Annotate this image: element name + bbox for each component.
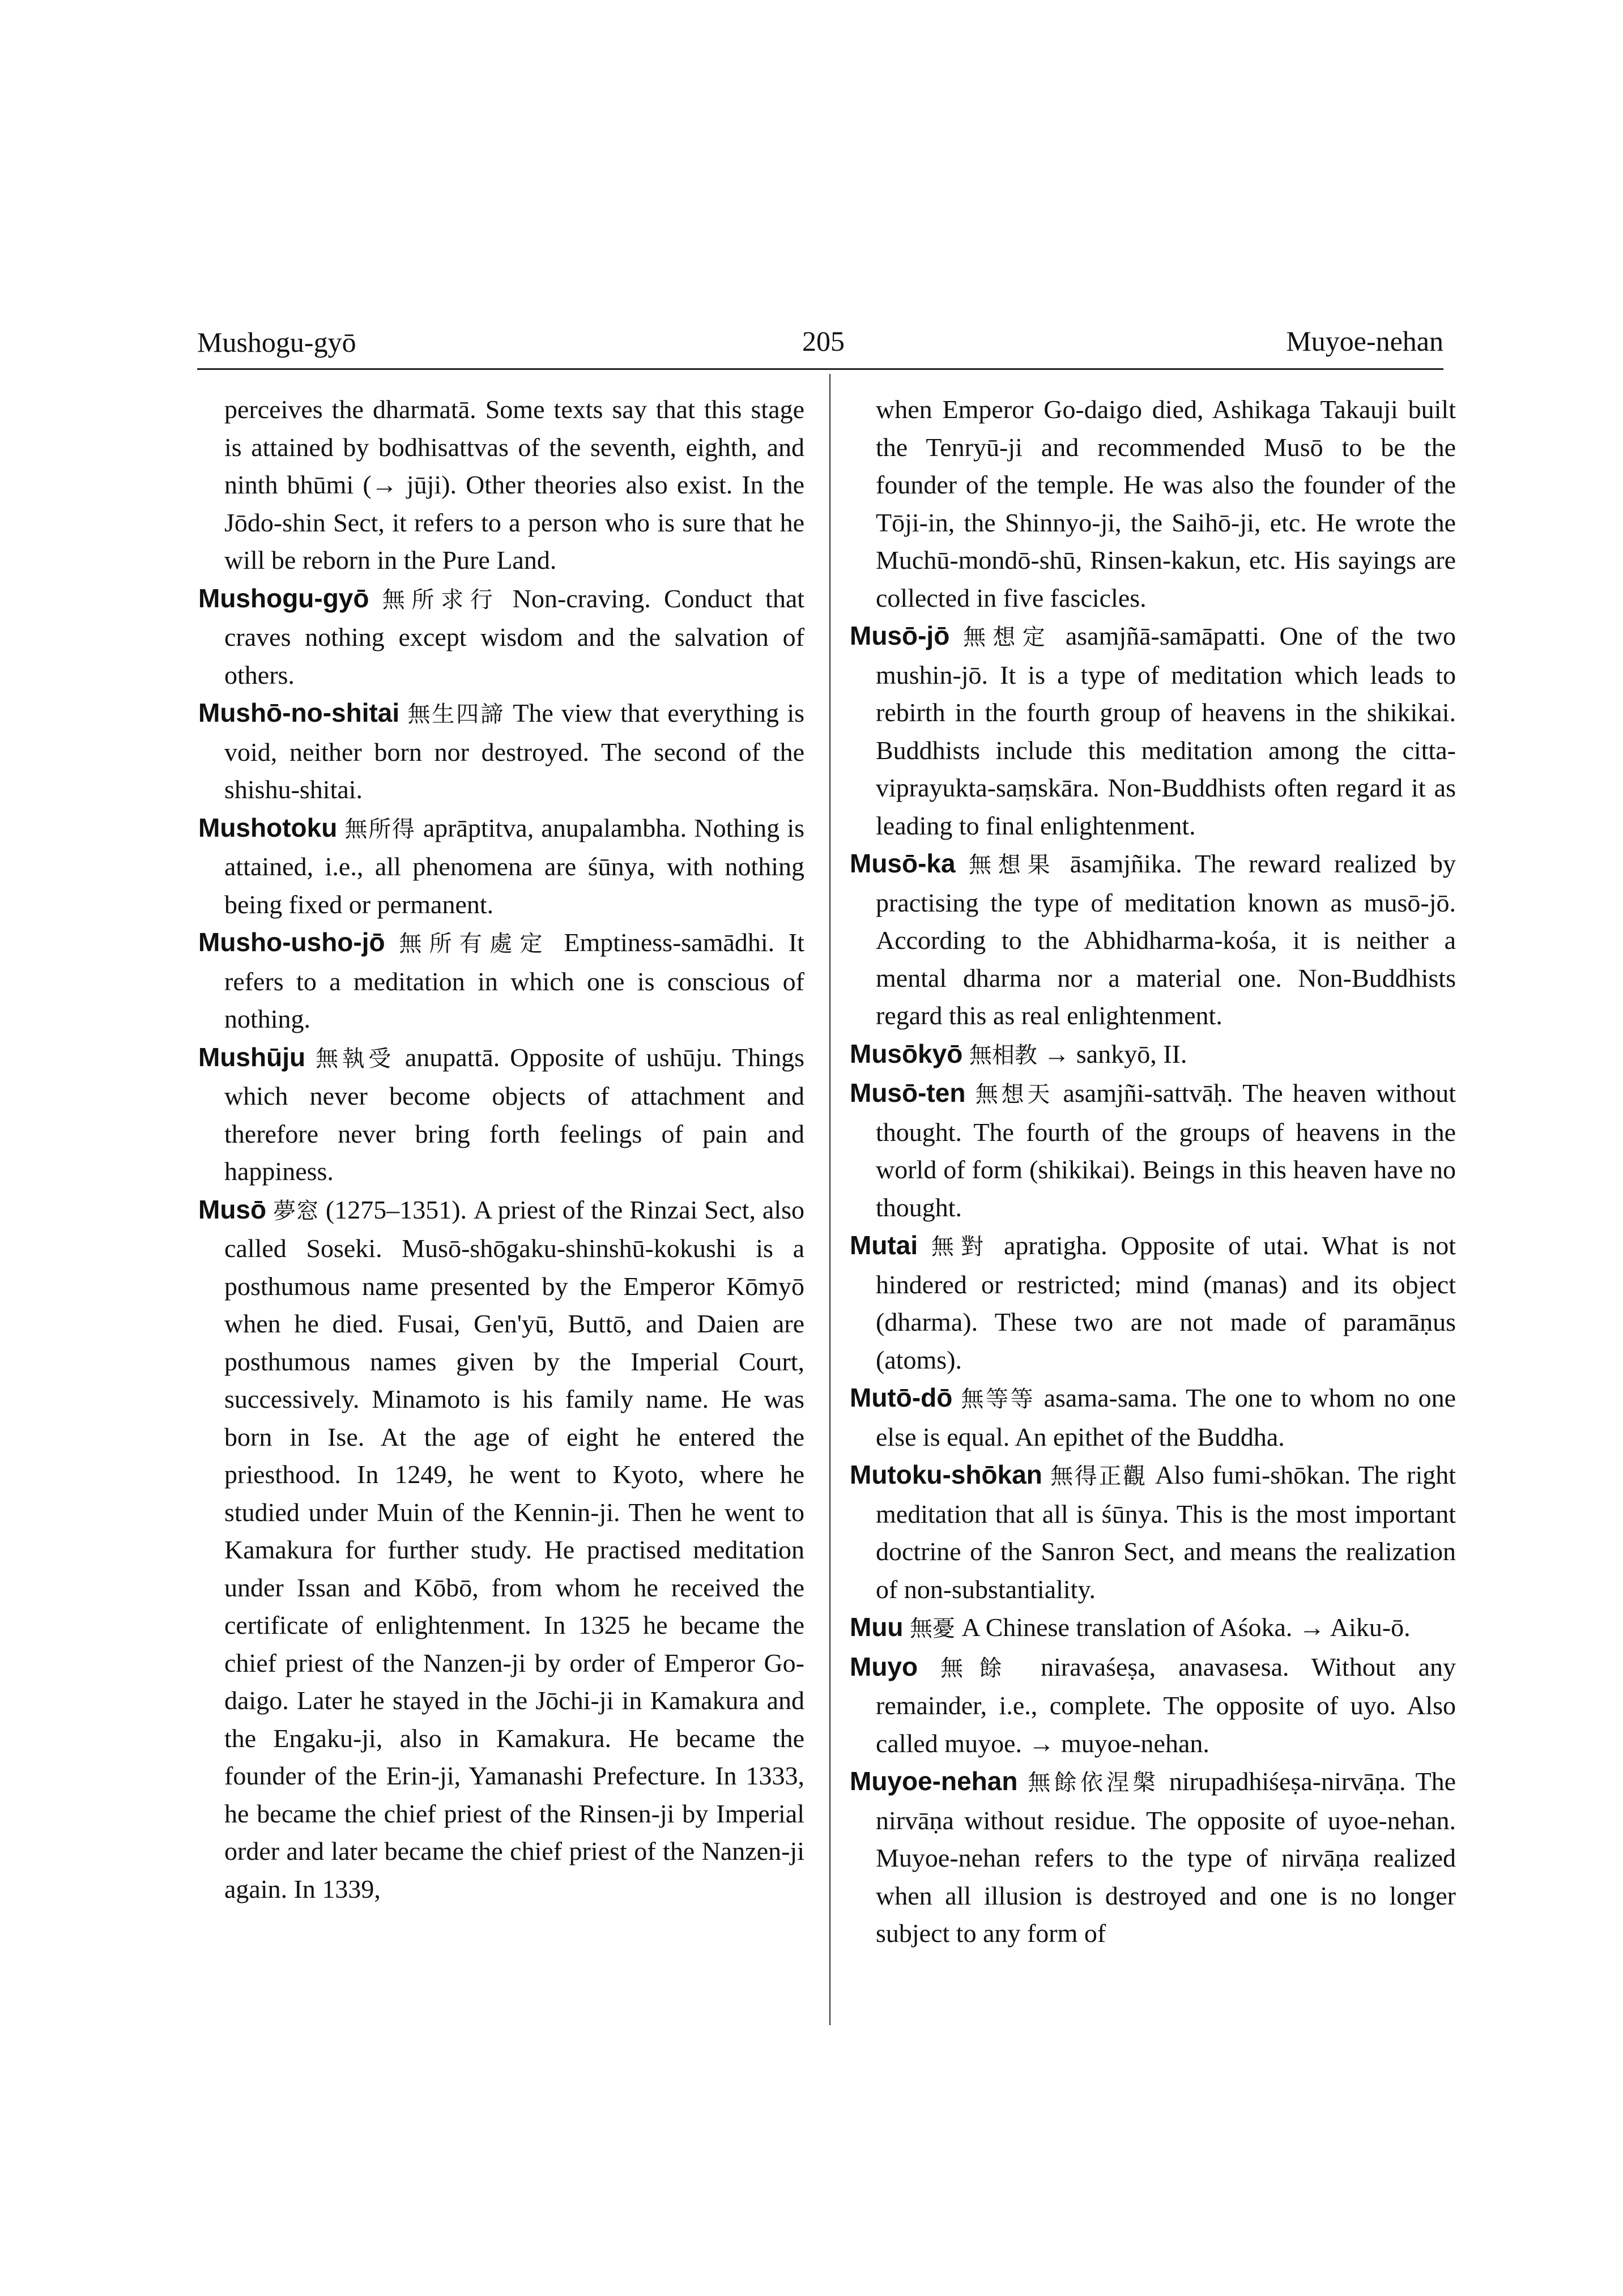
kanji: 無所求行: [382, 586, 500, 613]
headword: Muyo: [850, 1651, 918, 1681]
definition: apratigha. Opposite of utai. What is not hindered or restricted; mind (manas) and its object (dharma). These two are not made of paramāṇus (atoms).: [876, 1231, 1456, 1374]
kanji: 無所得: [344, 816, 416, 842]
kanji: 無想果: [968, 852, 1057, 878]
kanji: 無得正觀: [1050, 1463, 1147, 1489]
kanji: 無執受: [316, 1045, 395, 1072]
definition: → sankyō, II.: [1043, 1039, 1187, 1068]
kanji: 無對: [931, 1234, 991, 1260]
entry-mutoku-shokan: [850, 1456, 1456, 1608]
definition: A Chinese translation of Aśoka. → Aiku-ō.: [961, 1613, 1411, 1642]
entry-muyo: [850, 1648, 1456, 1763]
entry-mushotoku: [198, 809, 804, 924]
definition: asama-sama. The one to whom no one else is equal. An epithet of the Buddha.: [876, 1383, 1456, 1451]
headword: Mushūju: [198, 1042, 306, 1072]
kanji: 無想定: [963, 624, 1053, 650]
headword: Musōkyō: [850, 1038, 963, 1068]
headword: Muu: [850, 1612, 904, 1642]
definition: nirupadhiśeṣa-nirvāṇa. The nirvāṇa without residue. The opposite of uyoe-nehan. Muyoe-nehan refers to the type of nirvāṇa realized when all illusion is destroyed and one is no longer subject to any form of: [876, 1767, 1456, 1948]
kanji: 無相教: [969, 1042, 1037, 1068]
headword: Musō: [198, 1194, 267, 1224]
definition: aprāptitva, anupalambha. Nothing is attained, i.e., all phenomena are śūnya, with nothing being fixed or permanent.: [224, 813, 805, 919]
headword: Musho-usho-jō: [198, 927, 385, 957]
definition: niravaśeṣa, anavasesa. Without any remainder, i.e., complete. The opposite of uyo. Also called muyoe. → muyoe-nehan.: [876, 1652, 1456, 1758]
entry-musho-no-shitai: [198, 694, 804, 809]
definition: The view that everything is void, neither born nor destroyed. The second of the shishu-shitai.: [224, 698, 805, 804]
entry-mutai: [850, 1226, 1456, 1379]
entry-musho-usho-jo: [198, 923, 804, 1038]
headword: Musō-ten: [850, 1078, 966, 1107]
definition: Also fumi-shōkan. The right meditation that all is śūnya. This is the most important doctrine of the Sanron Sect, and means the realization of non-substantiality.: [876, 1460, 1456, 1604]
entry-mushuju: [198, 1038, 804, 1191]
definition: Non-craving. Conduct that craves nothing except wisdom and the salvation of others.: [224, 583, 805, 689]
headword: Mushotoku: [198, 812, 338, 842]
entry-muso-ten: [850, 1074, 1456, 1226]
column-divider: [829, 374, 830, 2025]
definition: asamjñi-sattvāḥ. The heaven without thought. The fourth of the groups of heavens in the world of form (shikikai). Beings in this heaven have no thought.: [876, 1079, 1456, 1222]
headword: Musō-ka: [850, 849, 956, 878]
headword: Mutai: [850, 1230, 918, 1260]
headword: Mutoku-shōkan: [850, 1460, 1042, 1489]
entry-muyoe-nehan: [850, 1762, 1456, 1953]
header-right-guideword: Muyoe-nehan: [1286, 325, 1443, 357]
entry-muu: [850, 1608, 1456, 1648]
headword: Mutō-dō: [850, 1383, 953, 1412]
kanji: 無餘依涅槃: [1028, 1770, 1159, 1796]
definition: āsamjñika. The reward realized by practising the type of meditation known as musō-jō. According to the Abhidharma-kośa, it is neither a mental dharma nor a material one. Non-Buddhists regard this as real enlightenment.: [876, 849, 1456, 1030]
headword: Musō-jō: [850, 621, 950, 650]
entry-mushogu-gyo: [198, 580, 804, 695]
kanji: 無想天: [975, 1081, 1054, 1107]
kanji: 無憂: [910, 1616, 956, 1642]
left-column: [198, 391, 804, 1908]
headword: Muyoe-nehan: [850, 1766, 1018, 1796]
kanji: 無生四諦: [407, 701, 505, 727]
header-left-guideword: Mushogu-gyō: [197, 326, 356, 358]
right-column: [850, 391, 1456, 1953]
definition: Emptiness-samādhi. It refers to a meditation in which one is conscious of nothing.: [224, 928, 805, 1033]
entry-muso-jo: [850, 617, 1456, 845]
kanji: 無所有處定: [399, 931, 550, 957]
definition: (1275–1351). A priest of the Rinzai Sect, also called Soseki. Musō-shōgaku-shinshū-kokushi is a posthumous name presented by the Emperor Kōmyō when he died. Fusai, Gen'yū, Buttō, and Daien are posthumous names given by the Imperial Court, successively. Minamoto is his family name. He was born in Ise. At the age of eight he entered the priesthood. In 1249, he went to Kyoto, where he studied under Muin of the Kennin-ji. Then he went to Kamakura for further study. He practised meditation under Issan and Kōbō, from whom he received the certificate of enlightenment. In 1325 he became the chief priest of the Nanzen-ji by order of Emperor Go-daigo. Later he stayed in the Jōchi-ji in Kamakura and the Engaku-ji, also in Kamakura. He became the founder of the Erin-ji, Yamanashi Prefecture. In 1333, he became the chief priest of the Rinsen-ji by Imperial order and later became the chief priest of the Nanzen-ji again. In 1339,: [224, 1195, 804, 1903]
kanji: 夢窓: [273, 1198, 319, 1224]
entry-muso: [198, 1191, 804, 1909]
headword: Mushogu-gyō: [198, 583, 369, 613]
header-rule: [197, 368, 1443, 370]
page-number: 205: [802, 325, 845, 357]
entry-musokyo: [850, 1035, 1456, 1075]
headword: Mushō-no-shitai: [198, 698, 400, 727]
kanji: 無等等: [961, 1386, 1036, 1412]
definition: asamjñā-samāpatti. One of the two mushin-jō. It is a type of meditation which leads to rebirth in the fourth group of heavens in the shikikai. Buddhists include this meditation among the citta-viprayukta-saṃskāra. Non-Buddhists often regard it as leading to final enlightenment.: [876, 621, 1456, 840]
kanji: 無餘: [940, 1655, 1019, 1681]
entry-continuation: perceives the dharmatā. Some texts say that this stage is attained by bodhisattvas of the seventh, eighth, and ninth bhūmi (→ jūji). Other theories also exist. In the Jōdo-shin Sect, it refers to a person who is sure that he will be reborn in the Pure Land.: [224, 395, 804, 574]
definition: anupattā. Opposite of ushūju. Things which never become objects of attachment and therefore never bring forth feelings of pain and happiness.: [224, 1042, 804, 1186]
running-header: [197, 314, 1443, 377]
entry-muto-do: [850, 1379, 1456, 1456]
entry-continuation: when Emperor Go-daigo died, Ashikaga Takauji built the Tenryū-ji and recommended Musō to be the founder of the temple. He was also the founder of the Tōji-in, the Shinnyo-ji, the Saihō-ji, etc. He wrote the Muchū-mondō-shū, Rinsen-kakun, etc. His sayings are collected in five fascicles.: [876, 395, 1456, 612]
entry-muso-ka: [850, 845, 1456, 1035]
